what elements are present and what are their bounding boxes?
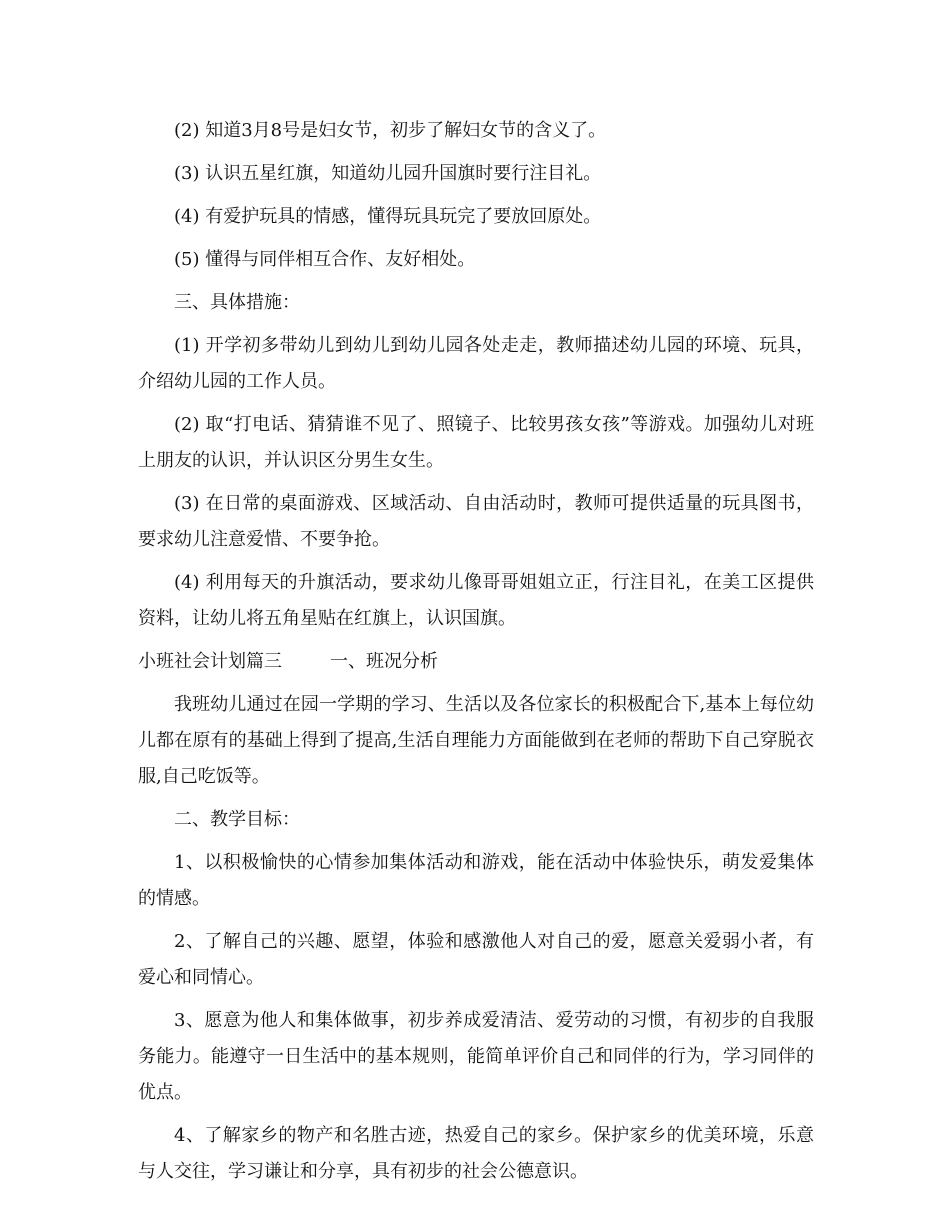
paragraph: (4) 利用每天的升旗活动，要求幼儿像哥哥姐姐立正，行注目礼，在美工区提供资料，让幼儿将五角星贴在红旗上，认识国旗。 — [138, 572, 814, 629]
section-subtitle: 一、班况分析 — [330, 651, 438, 672]
section-title-line — [138, 644, 814, 680]
paragraph: 1、以积极愉快的心情参加集体活动和游戏，能在活动中体验快乐，萌发爱集体的情感。 — [138, 852, 814, 909]
paragraph: 3、愿意为他人和集体做事，初步养成爱清洁、爱劳动的习惯，有初步的自我服务能力。能遵守一日生活中的基本规则，能简单评价自己和同伴的行为，学习同伴的优点。 — [138, 1010, 814, 1103]
paragraph: 4、了解家乡的物产和名胜古迹，热爱自己的家乡。保护家乡的优美环境，乐意与人交往，学习谦让和分享，具有初步的社会公德意识。 — [138, 1125, 814, 1182]
paragraph: (4) 有爱护玩具的情感，懂得玩具玩完了要放回原处。 — [174, 206, 602, 227]
paragraph: 我班幼儿通过在园一学期的学习、生活以及各位家长的积极配合下,基本上每位幼儿都在原有的基础上得到了提高,生活自理能力方面能做到在老师的帮助下自己穿脱衣服,自己吃饭等。 — [138, 694, 814, 787]
paragraph: 2、了解自己的兴趣、愿望，体验和感激他人对自己的爱，愿意关爱弱小者，有爱心和同情心。 — [138, 931, 814, 988]
section-heading: 三、具体措施： — [174, 292, 300, 313]
section-heading: 二、教学目标： — [174, 809, 300, 830]
document-body — [138, 113, 814, 1197]
paragraph: (3) 在日常的桌面游戏、区域活动、自由活动时，教师可提供适量的玩具图书，要求幼儿注意爱惜、不要争抢。 — [138, 493, 814, 550]
paragraph: (5) 懂得与同伴相互合作、友好相处。 — [174, 249, 476, 270]
section-title: 小班社会计划篇三 — [138, 651, 282, 672]
paragraph: (2) 知道3月8号是妇女节，初步了解妇女节的含义了。 — [174, 120, 607, 141]
paragraph: (2) 取“打电话、猜猜谁不见了、照镜子、比较男孩女孩”等游戏。加强幼儿对班上朋友的认识，并认识区分男生女生。 — [138, 414, 814, 471]
paragraph: (3) 认识五星红旗，知道幼儿园升国旗时要行注目礼。 — [174, 163, 602, 184]
paragraph: (1) 开学初多带幼儿到幼儿到幼儿园各处走走，教师描述幼儿园的环境、玩具，介绍幼儿园的工作人员。 — [138, 335, 814, 392]
